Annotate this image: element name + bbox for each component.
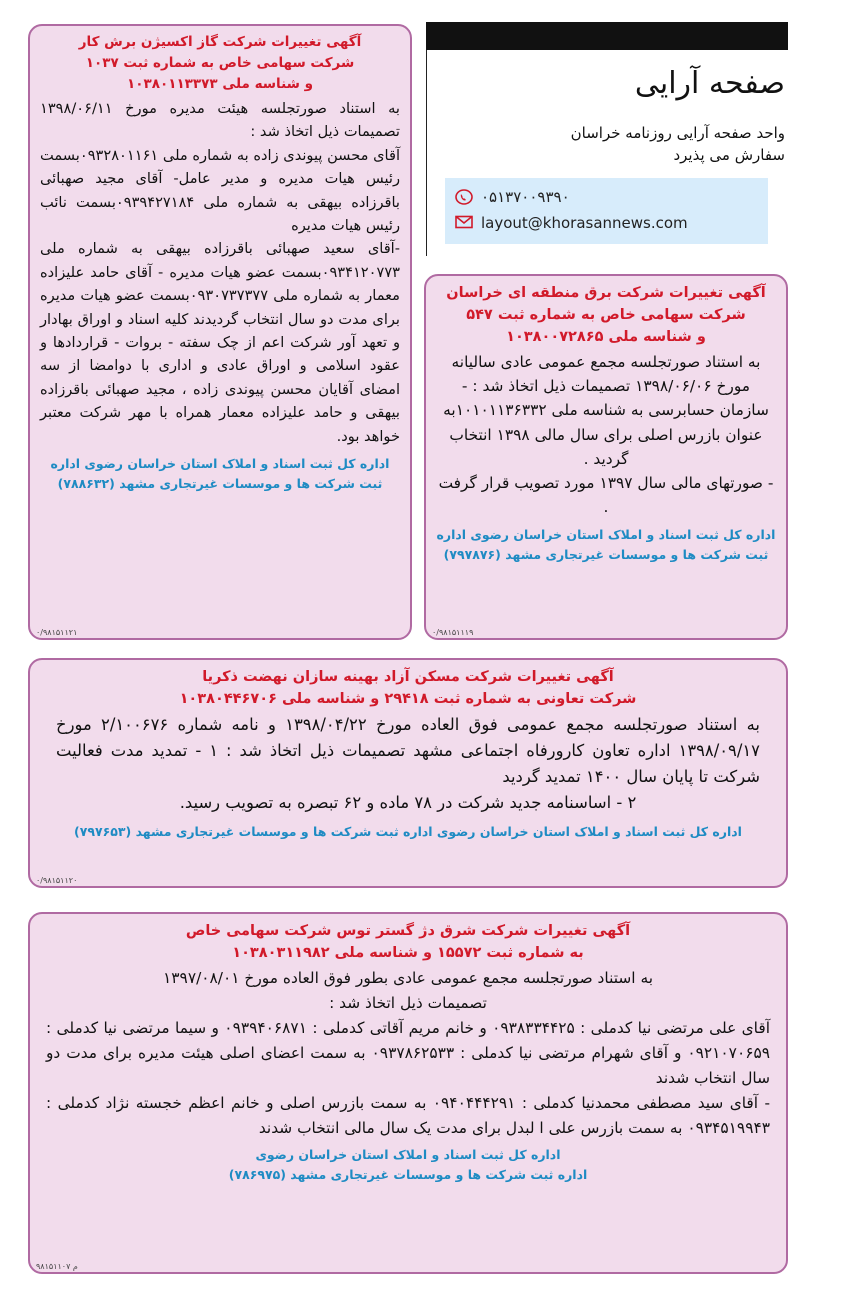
ad-footer	[436, 525, 776, 565]
phone-number[interactable]: ۰۵۱۳۷۰۰۹۳۹۰	[481, 188, 570, 206]
ad-paragraph: به استناد صورتجلسه هیئت مدیره مورخ ۱۳۹۸/۰۶/۱۱ تصمیمات ذیل اتخاذ شد :	[40, 100, 400, 141]
ad-paragraph: - آقای سید مصطفی محمدنیا کدملی : ۰۹۴۰۴۴۴۲۹۱ به سمت بازرس اصلی و خانم اعظم خجسته نژاد کدملی : ۰۹۳۴۵۱۹۹۴۳ به سمت بازرس علی ا لبدل برای مدت یک سال مالی انتخاب شدند	[46, 1094, 771, 1137]
ad-footer	[40, 822, 776, 842]
ad-paragraph: ۲ - اساسنامه جدید شرکت در ۷۸ ماده و ۶۲ تبصره به تصویب رسید.	[179, 793, 637, 812]
ad-title-line: شرکت سهامی خاص به شماره ثبت ۱۰۳۷	[85, 55, 355, 71]
ad-footer	[40, 454, 400, 494]
ad-code: ۰/۹۸۱۵۱۱۱۹	[432, 628, 474, 637]
ad-paragraph: به استناد صورتجلسه مجمع عمومی عادی بطور فوق العاده مورخ ۱۳۹۷/۰۸/۰۱	[163, 969, 653, 987]
email-address[interactable]: layout@khorasannews.com	[481, 214, 688, 232]
promo-subtitle-line: سفارش می پذیرد	[673, 146, 785, 164]
ad-title-line: شرکت تعاونی به شماره ثبت ۲۹۴۱۸ و شناسه ملی ۱۰۳۸۰۴۴۶۷۰۶	[179, 691, 637, 707]
mail-icon	[455, 215, 473, 231]
ad-paragraph: به استناد صورتجلسه مجمع عمومی عادی سالیانه مورخ ۱۳۹۸/۰۶/۰۶ تصمیمات ذیل اتخاذ شد : - سازمان حسابرسی به شناسه ملی ۱۰۱۰۱۱۳۶۳۳۲به عنوان بازرس اصلی برای سال مالی ۱۳۹۸ انتخاب گردید .	[443, 353, 769, 468]
promo-subtitle	[465, 122, 785, 166]
ad-title-line: آگهی تغییرات شرکت برق منطقه ای خراسان	[446, 285, 766, 301]
ad-footer-line: اداره ثبت شرکت ها و موسسات غیرتجاری مشهد (۷۸۶۹۷۵)	[228, 1167, 588, 1182]
ad-paragraph: -آقای سعید صهبائی باقرزاده بیهقی به شماره ملی ۰۹۳۴۱۲۰۷۷۳بسمت عضو هیات مدیره - آقای حامد علیزاده معمار به شماره ملی ۰۹۳۰۷۳۷۳۷۷بسمت عضو هیات مدیره برای مدت دو سال انتخاب گردیدند کلیه اسناد و اوراق بهادار و تعهد آور شرکت اعم از چک سفته - بروات - قراردادها و عقود اسلامی و اوراق عادی و اداری با دوامضا از سه امضای آقایان محسن پیوندی زاده ، مجید صهبائی باقرزاده بیهقی و حامد علیزاده معمار همراه با مهر شرکت معتبر خواهد بود.	[40, 240, 400, 445]
promo-subtitle-line: واحد صفحه آرایی روزنامه خراسان	[570, 124, 785, 142]
promo-divider	[426, 50, 427, 256]
ad-title-line: آگهی تغییرات شرکت گاز اکسیژن برش کار	[78, 34, 362, 50]
ad-title-line: شرکت سهامی خاص به شماره ثبت ۵۴۷	[466, 307, 746, 323]
ad-paragraph: به استناد صورتجلسه مجمع عمومی فوق العاده مورخ ۱۳۹۸/۰۴/۲۲ و نامه شماره ۲/۱۰۰۶۷۶ مورخ ۱۳۹۸/۰۹/۱۷ اداره تعاون کارورفاه اجتماعی مشهد تصمیمات ذیل اتخاذ شد : ۱ - تمدید مدت فعالیت شرکت تا پایان سال ۱۴۰۰ تمدید گردید	[56, 715, 760, 786]
contact-phone[interactable]	[455, 184, 758, 210]
ad-footer-line: ثبت شرکت ها و موسسات غیرتجاری مشهد (۷۸۸۶۳۲)	[57, 476, 383, 492]
ad-dej-gostar	[28, 912, 788, 1274]
ad-paragraph: تصمیمات ذیل اتخاذ شد :	[329, 994, 487, 1012]
promo-title: صفحه آرایی	[634, 66, 785, 101]
ad-title-line: آگهی تغییرات شرکت شرق دژ گستر توس شرکت سهامی خاص	[185, 923, 631, 939]
ad-footer	[40, 1145, 776, 1185]
ad-footer-line: اداره کل ثبت اسناد و املاک استان خراسان رضوی	[255, 1147, 561, 1162]
ad-title-line: و شناسه ملی ۱۰۳۸۰۰۷۲۸۶۵	[506, 329, 706, 345]
ad-body	[40, 712, 776, 816]
ad-code: ۰/۹۸۱۵۱۱۲۱	[36, 628, 78, 637]
ad-title-line: آگهی تغییرات شرکت مسکن آزاد بهینه سازان نهضت ذکریا	[202, 669, 614, 685]
ad-body	[40, 966, 776, 1141]
phone-icon	[455, 189, 473, 205]
ad-paragraph: - صورتهای مالی سال ۱۳۹۷ مورد تصویب قرار گرفت .	[438, 474, 774, 517]
ad-gas-oxygen	[28, 24, 412, 640]
ad-footer-line: اداره کل ثبت اسناد و املاک استان خراسان رضوی اداره	[50, 456, 390, 472]
ad-paragraph: آقای علی مرتضی نیا کدملی : ۰۹۳۸۳۳۴۴۲۵ و خانم مریم آقاتی کدملی : ۰۹۳۹۴۰۶۸۷۱ و سیما مرتضی نیا کدملی : ۰۹۲۱۰۷۰۶۵۹ و آقای شهرام مرتضی نیا کدملی : ۰۹۳۷۸۶۲۵۳۳ به سمت اعضای اصلی هیئت مدیره برای مدت دو سال انتخاب شدند	[46, 1019, 771, 1087]
ad-body	[40, 97, 400, 448]
ad-title-line: به شماره ثبت ۱۵۵۷۲ و شناسه ملی ۱۰۳۸۰۳۱۱۹۸۲	[232, 945, 584, 961]
ad-paragraph: آقای محسن پیوندی زاده به شماره ملی ۰۹۳۲۸۰۱۱۶۱بسمت رئیس هیات مدیره و مدیر عامل- آقای مجید صهبائی باقرزاده بیهقی به شماره ملی ۰۹۳۹۴۲۷۱۸۴بسمت نائب رئیس هیات مدیره	[40, 146, 400, 235]
ad-footer-line: ثبت شرکت ها و موسسات غیرتجاری مشهد (۷۹۷۸۷۶)	[443, 547, 769, 563]
ad-title-line: و شناسه ملی ۱۰۳۸۰۱۱۳۳۷۳	[127, 76, 313, 92]
ad-footer-line: اداره کل ثبت اسناد و املاک استان خراسان رضوی اداره	[436, 527, 776, 543]
contact-email[interactable]	[455, 210, 758, 236]
contact-box	[445, 178, 768, 244]
ad-body	[436, 350, 776, 519]
ad-housing-coop	[28, 658, 788, 888]
ad-regional-electric	[424, 274, 788, 640]
promo-header-bar	[426, 22, 788, 50]
ad-footer-line: اداره کل ثبت اسناد و املاک استان خراسان رضوی اداره ثبت شرکت ها و موسسات غیرتجاری مشهد (۷۹۷۶۵۳)	[74, 824, 742, 839]
ad-code: ۰/۹۸۱۵۱۱۲۰	[36, 876, 78, 885]
ad-code: م ۹۸۱۵۱۱۰۷	[36, 1262, 78, 1271]
